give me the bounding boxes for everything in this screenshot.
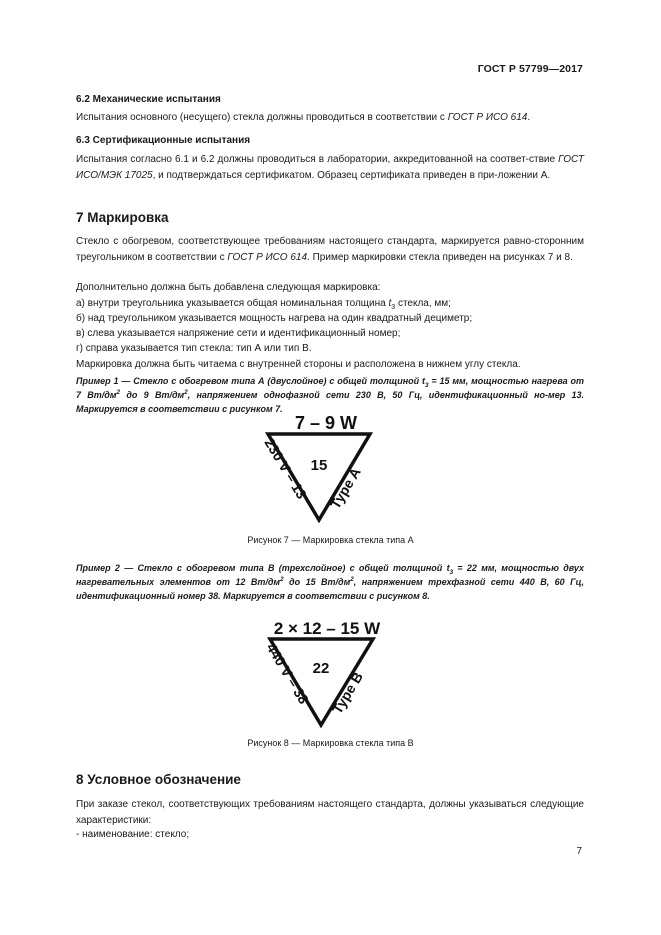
section-6-3-text: [76, 152, 584, 183]
text-run: = 22 мм, мощностью двух нагревательных элементов от 12 Вт/дм: [76, 563, 584, 587]
figure-8-marking-triangle: [243, 615, 413, 730]
section-7-paragraph-2: Дополнительно должна быть добавлена следующая маркировка:: [76, 282, 381, 293]
list-item-b: б) над треугольником указывается мощность нагрева на один квадратный дециметр;: [76, 313, 473, 324]
list-item-d: г) справа указывается тип стекла: тип А или тип В.: [76, 343, 312, 354]
text-run: Пример 1 — Стекло с обогревом типа А (двуслойное) с общей толщиной: [76, 376, 423, 386]
section-8-list-item-1: - наименование: стекло;: [76, 829, 190, 840]
figure-8-power-label: 2 × 12 – 15 W: [273, 619, 381, 638]
text-run: , напряжением однофазной сети 230 В, 50 Гц, идентификационный но-мер 13. Маркируется в соответствии с рисунком 7.: [76, 390, 584, 414]
list-item-a: [76, 296, 584, 312]
text-run: Испытания основного (несущего) стекла должны проводиться в соответствии с: [76, 112, 448, 123]
subscript: 3: [425, 381, 429, 389]
text-run: до 15 Вт/дм: [283, 577, 351, 587]
superscript: 2: [116, 389, 121, 396]
text-run: до 9 Вт/дм: [120, 390, 185, 400]
superscript: 2: [184, 389, 188, 396]
text-run: , и подтверждаться сертификатом. Образец сертификата приведен в при-ложении А.: [152, 169, 551, 181]
variable: t: [422, 376, 426, 386]
subscript: 3: [391, 304, 396, 311]
text-run: , напряжением трехфазной сети 440 В, 60 Гц, идентификационный номер 38. Маркируется в соответствии с рисунком 8.: [76, 577, 584, 601]
figure-8-voltage-id-label: 440 V – 38: [263, 640, 313, 707]
figure-7-marking-triangle: [246, 410, 406, 525]
page-number: 7: [576, 846, 582, 857]
text-run: а) внутри треугольника указывается общая номинальная толщина: [76, 298, 389, 309]
text-run: Пример 2 — Стекло с обогревом типа В (трехслойное) с общей толщиной: [76, 563, 447, 573]
figure-8-caption: Рисунок 8 — Маркировка стекла типа В: [247, 738, 414, 748]
list-item-c: в) слева указывается напряжение сети и идентификационный номер;: [76, 328, 401, 339]
section-7-title: 7 Маркировка: [76, 210, 169, 225]
text-run: стекла, мм;: [395, 298, 451, 309]
text-run: = 15 мм, мощностью нагрева от 7 Вт/дм: [76, 376, 584, 400]
section-6-2-text: [76, 110, 584, 126]
text-run: Стекло с обогревом, соответствующее требованиям настоящего стандарта, маркируется равно-сторонним треугольником в соответствии с: [76, 236, 584, 263]
standard-reference: ГОСТ ИСО/МЭК 17025: [76, 154, 584, 181]
variable: t: [446, 563, 450, 573]
text-run: Испытания согласно 6.1 и 6.2 должны проводиться в лаборатории, аккредитованной на соответ-ствие: [76, 154, 559, 165]
superscript: 2: [350, 576, 354, 583]
section-7-paragraph-3: Маркировка должна быть читаема с внутренней стороны и расположена в нижнем углу стекла.: [76, 359, 521, 370]
section-6-2-title: 6.2 Механические испытания: [76, 94, 221, 105]
figure-8-type-label: Type B: [328, 669, 367, 717]
superscript: 2: [280, 576, 284, 583]
document-code-header: ГОСТ Р 57799—2017: [477, 63, 583, 75]
figure-7-power-label: 7 – 9 W: [294, 413, 358, 433]
section-8-title: 8 Условное обозначение: [76, 772, 241, 787]
example-2-text: [76, 561, 584, 603]
figure-7-thickness-label: 15: [310, 457, 328, 474]
section-6-3-title: 6.3 Сертификационные испытания: [76, 135, 251, 146]
variable: t: [388, 298, 392, 309]
text-run: . Пример маркировки стекла приведен на рисунках 7 и 8.: [307, 251, 573, 263]
standard-reference: ГОСТ Р ИСО 614: [447, 112, 528, 123]
text-run: .: [527, 112, 531, 123]
figure-8-thickness-label: 22: [312, 660, 330, 677]
section-7-paragraph-1: [76, 234, 584, 265]
subscript: 3: [449, 568, 454, 576]
figure-7-voltage-id-label: 230 V – 13: [261, 435, 311, 502]
standard-reference: ГОСТ Р ИСО 614: [227, 251, 308, 263]
section-8-paragraph-1: При заказе стекол, соответствующих требованиям настоящего стандарта, должны указываться следующие характеристики:: [76, 799, 584, 826]
figure-7-caption: Рисунок 7 — Маркировка стекла типа А: [247, 535, 414, 545]
figure-7-type-label: Type A: [326, 464, 364, 512]
